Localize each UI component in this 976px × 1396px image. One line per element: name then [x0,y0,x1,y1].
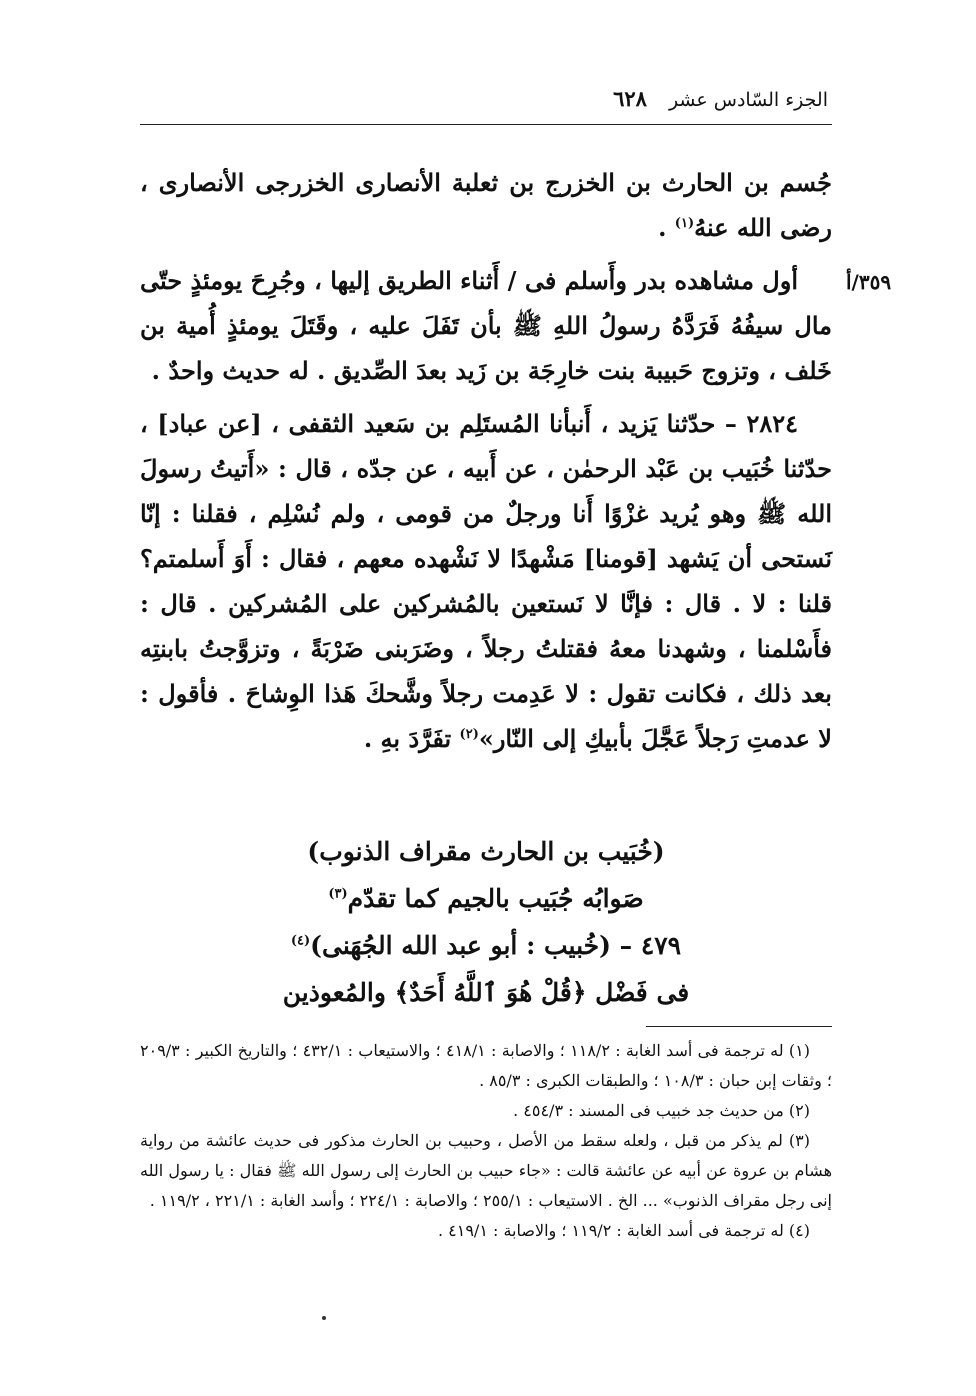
footnote-3: (٣) لم يذكر من قبل ، ولعله سقط من الأصل ، وحبيب بن الحارث مذكور فى حديث عائشة من رواية هشام بن عروة عن أبيه عن عائشة قالت : «جاء حبيب بن الحارث إلى رسول الله ﷺ فقال : يا رسول الله إنى رجل مقراف الذنوب» ... الخ . الاستيعاب : ٢٥٥/١ ؛ والاصابة : ٢٢٤/١ ؛ وأسد الغابة : ٢٢١/١ ، ١١٩/٢ . [140,1131,833,1210]
page-number: ٦٢٨ [613,86,647,111]
footnote-rule [646,1026,832,1027]
print-speck [322,1316,326,1320]
paragraph-1-tail: . [658,213,675,242]
paragraph-3-text: ٢٨٢٤ – حدّثنا يَزيد ، أَنبأنا المُستَلِم بن سَعيد الثقفى ، [عن عباد] ، حدّثنا خُبَيب بن عَبْد الرحمٰن ، عن أَبيه ، عن جدّه ، قال : «أَتيتُ رسولَ الله ﷺ وهو يُريد غزْوًا أَنا ورجلٌ من قومى ، ولم نُسْلِم ، فقلنا : إنّا نَستحى أن يَشهد [قومنا] مَشْهدًا لا نَشْهده معهم ، فقال : أَوَ أَسلمتم؟ قلنا : لا . قال : فإنَّا لا نَستعين بالمُشركين على المُشركين . قال : فأَسْلمنا ، وشهدنا معهُ فقتلتُ رجلاً ، وضَرَبنى ضَرْبَةً ، وتزوَّجتُ بابنتِه بعد ذلك ، فكانت تقول : لا عَدِمت رجلاً وشَّحكَ هَذا الوِشاحَ . فأقول : لا عدمتِ رَجلاً عَجَّلَ بأبيكِ إلى النّار» [140,409,832,753]
footnote-ref-4[interactable]: (٤) [290,933,311,949]
heading-line-4: فى فَضْل ﴿قُلْ هُوَ ٱللَّهُ أَحَدٌ﴾ والمُعوذين [282,978,690,1007]
footnote-ref-2[interactable]: (٢) [459,727,479,742]
footnote-ref-1[interactable]: (١) [674,216,695,231]
paragraph-1 [140,160,832,250]
paragraph-2 [140,258,832,393]
margin-folio-note: ٣٥٩/أ [846,270,892,294]
paragraph-2-text: أول مشاهده بدر وأَسلم فى / أَثناء الطريق إليها ، وجُرِحَ يومئذٍ حتّى مال سيفُهُ فَرَدَّهُ رسولُ اللهِ ﷺ بأن تَفَلَ عليه ، وقَتَلَ يومئذٍ أُمية بن خَلف ، وتزوج حَبيبة بنت خارِجَة بن زَيد بعدَ الصِّديق . له حديث واحدٌ . [140,266,832,385]
heading-line-3-text: ٤٧٩ – (خُبيب : أبو عبد الله الجُهَنى) [310,931,682,960]
heading-line-2-text: صَوابُه جُبَيب بالجيم كما تقدّم [347,884,644,913]
section-heading [140,828,832,1016]
footnote-2: (٢) من حديث جد خبيب فى المسند : ٤٥٤/٣ . [513,1101,810,1120]
paragraph-1-text: جُسم بن الحارث بن الخزرج بن ثعلبة الأنصارى الخزرجى الأنصارى ، رضى الله عنهُ [140,168,832,242]
header-rule [140,124,832,125]
footnote-4: (٤) له ترجمة فى أسد الغابة : ١١٩/٢ ؛ والاصابة : ٤١٩/١ . [437,1221,810,1240]
footnote-ref-3[interactable]: (٣) [328,886,348,902]
running-header-title: الجزء السّادس عشر [668,89,828,111]
paragraph-3-hadith [140,401,832,761]
heading-line-3 [140,922,832,969]
paragraph-3-tail: تفَرَّدَ بهِ . [363,724,460,753]
heading-line-1: (خُبَيب بن الحارث مقراف الذنوب) [307,837,665,866]
running-header [613,86,828,120]
heading-line-2 [140,875,832,922]
main-text [140,160,832,769]
footnotes [140,1036,832,1246]
footnote-1: (١) له ترجمة فى أسد الغابة : ١١٨/٢ ؛ والاصابة : ٤١٨/١ ؛ والاستيعاب : ٤٣٢/١ ؛ والتاريخ الكبير : ٢٠٩/٣ ؛ وثقات إبن حبان : ١٠٨/٣ ؛ والطبقات الكبرى : ٨٥/٣ . [140,1041,832,1090]
